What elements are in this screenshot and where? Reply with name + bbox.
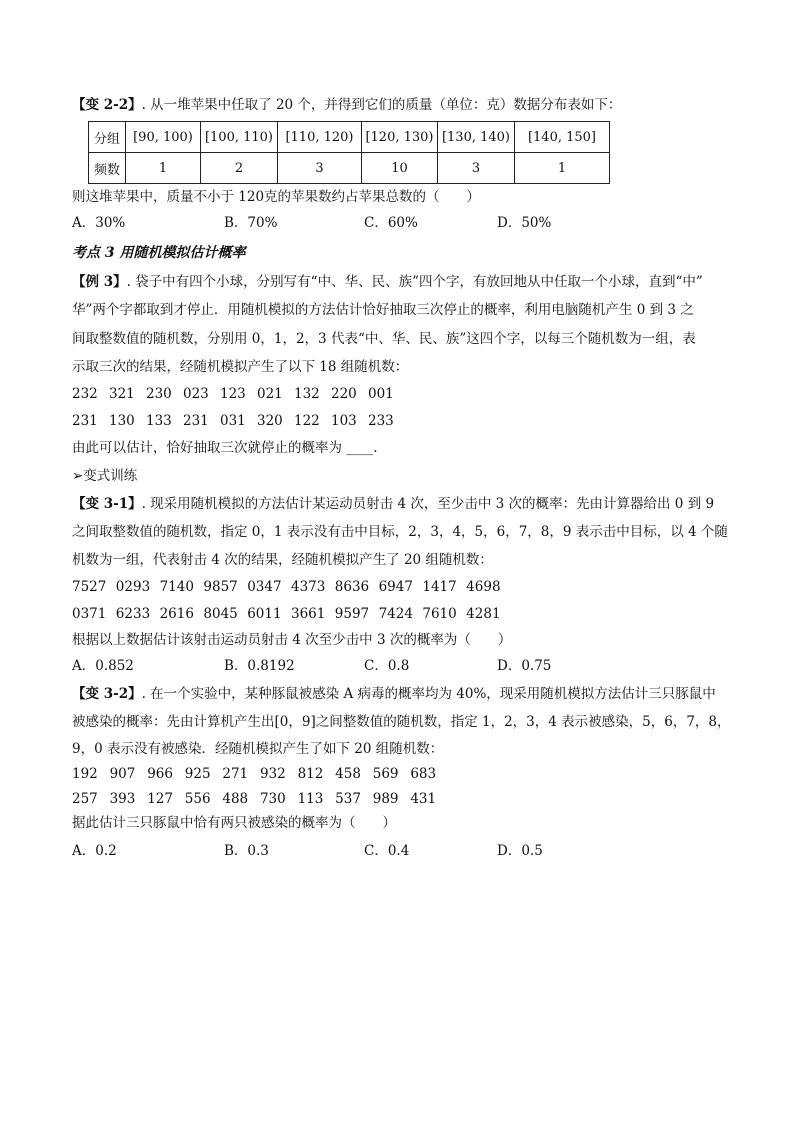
random-number: 023 [183,386,209,402]
table-row [89,153,610,184]
q31-numbers-row-1 [72,577,510,597]
random-number: 9597 [334,606,370,622]
training-heading: ➢变式训练 [72,468,138,484]
random-number: 123 [220,386,246,402]
random-number: 393 [109,791,136,807]
random-number: 932 [259,766,286,782]
random-number: 569 [372,766,399,782]
q32-label: 【变 3-2】 [72,686,142,702]
q31-line-1 [72,494,714,514]
q22-stem [72,95,621,115]
q32-line-3: 9，0 表示没有被感染．经随机模拟产生了如下 20 组随机数： [72,741,444,757]
random-number: 001 [368,386,394,402]
random-number: 0347 [247,579,282,595]
table-cell: 频数 [89,153,126,184]
option-c: C．60% [364,215,418,231]
ex3-label: 【例 3】 [72,274,127,290]
random-number: 556 [184,791,211,807]
random-number: 232 [72,386,98,402]
random-number: 133 [146,413,172,429]
ex3-line-3: 间取整数值的随机数，分别用 0，1，2，3 代表“中、华、民、族”这四个字，以每三个随机数为一组，表 [72,331,696,347]
random-number: 925 [184,766,211,782]
random-number: 122 [294,413,320,429]
random-number: 8045 [203,606,238,622]
q31-line-2: 之间取整数值的随机数，指定 0，1 表示没有击中目标，2，3，4，5，6，7，8，9 表示击中目标，以 4 个随 [72,524,728,540]
random-number: 4373 [290,579,326,595]
table-cell: [90, 100) [126,122,201,153]
q22-label: 【变 2-2】 [72,97,142,113]
q32-line-2: 被感染的概率：先由计算机产生出[0，9]之间整数值的随机数，指定 1，2，3，4 表示被感染，5，6，7，8， [72,714,731,730]
random-number: 4698 [466,579,501,595]
table-cell: [100, 110) [201,122,278,153]
random-number: 113 [297,791,324,807]
option-a: A．30% [72,215,126,231]
random-number: 989 [372,791,399,807]
random-number: 220 [331,386,357,402]
random-number: 2616 [159,606,194,622]
random-number: 257 [72,791,98,807]
option-a: A．0.852 [72,658,134,674]
random-number: 130 [109,413,135,429]
option-d: D．0.5 [497,843,543,859]
random-number: 907 [109,766,136,782]
random-number: 1417 [422,579,457,595]
random-number: 3661 [290,606,326,622]
random-number: 6011 [247,606,282,622]
ex3-answer: 由此可以估计，恰好抽取三次就停止的概率为 ____. [72,440,378,456]
random-number: 132 [294,386,320,402]
random-number: 683 [410,766,437,782]
ex3-line-2: 华”两个字都取到才停止．用随机模拟的方法估计恰好抽取三次停止的概率，利用电脑随机产生 0 到 3 之 [72,302,694,318]
random-number: 6233 [115,606,151,622]
q31-label: 【变 3-1】 [72,496,142,512]
q31-text: . 现采用随机模拟的方法估计某运动员射击 4 次，至少击中 3 次的概率：先由计算器给出 0 到 9 [141,496,715,512]
random-number: 730 [259,791,286,807]
random-number: 031 [220,413,246,429]
random-number: 431 [410,791,437,807]
option-b: B．70% [224,215,278,231]
q31-question: 根据以上数据估计该射击运动员射击 4 次至少击中 3 次的概率为（ ） [72,632,512,648]
random-number: 230 [146,386,172,402]
q32-line-1 [72,684,716,704]
table-cell: 1 [515,153,610,184]
random-number: 7424 [378,606,413,622]
random-number: 6947 [378,579,413,595]
option-d: D．0.75 [497,658,552,674]
random-number: 231 [183,413,209,429]
table-cell: [140, 150] [515,122,610,153]
random-number: 537 [335,791,361,807]
q32-question: 据此估计三只豚鼠中恰有两只被感染的概率为（ ） [72,815,396,831]
ex3-line-1 [72,272,703,292]
q22-question: 则这堆苹果中，质量不小于 120克的苹果数约占苹果总数的（ ） [72,189,481,205]
random-number: 812 [297,766,324,782]
random-number: 458 [335,766,361,782]
random-number: 0293 [115,579,151,595]
random-number: 7140 [159,579,194,595]
q22-text: . 从一堆苹果中任取了 20 个，并得到它们的质量（单位：克）数据分布表如下： [141,97,622,113]
random-number: 271 [222,766,249,782]
option-b: B．0.8192 [224,658,295,674]
random-number: 8636 [334,579,370,595]
table-cell: [120, 130) [362,122,438,153]
q31-line-3: 机数为一组，代表射击 4 次的结果，经随机模拟产生了 20 组随机数： [72,552,493,568]
ex3-numbers-row-1 [72,384,405,404]
section-heading: 考点 3 用随机模拟估计概率 [72,245,246,261]
table-cell: 2 [201,153,278,184]
q32-text: . 在一个实验中，某种豚鼠被感染 A 病毒的概率均为 40%，现采用随机模拟方法估计三只豚鼠中 [141,686,716,702]
random-number: 192 [72,766,98,782]
table-cell: 分组 [89,122,126,153]
option-d: D．50% [497,215,552,231]
table-cell: [110, 120) [278,122,362,153]
table-cell: 3 [278,153,362,184]
random-number: 231 [72,413,98,429]
random-number: 103 [331,413,357,429]
table-cell: 10 [362,153,438,184]
random-number: 233 [368,413,394,429]
random-number: 021 [257,386,283,402]
option-c: C．0.8 [364,658,410,674]
option-a: A．0.2 [72,843,117,859]
random-number: 7527 [72,579,107,595]
random-number: 320 [257,413,283,429]
ex3-line-4: 示取三次的结果，经随机模拟产生了以下 18 组随机数： [72,359,409,375]
q32-numbers-row-2 [72,789,448,809]
ex3-numbers-row-2 [72,411,405,431]
table-cell: [130, 140) [438,122,515,153]
random-number: 0371 [72,606,107,622]
q32-numbers-row-1 [72,764,448,784]
random-number: 7610 [422,606,457,622]
random-number: 966 [147,766,173,782]
option-b: B．0.3 [224,843,269,859]
random-number: 321 [109,386,135,402]
ex3-text: . 袋子中有四个小球，分别写有“中、华、民、族”四个字，有放回地从中任取一个小球，直到“中” [126,274,703,290]
random-number: 4281 [466,606,501,622]
table-cell: 3 [438,153,515,184]
frequency-table [88,121,610,184]
q31-numbers-row-2 [72,604,510,624]
random-number: 127 [147,791,173,807]
random-number: 488 [222,791,249,807]
random-number: 9857 [203,579,238,595]
table-row [89,122,610,153]
option-c: C．0.4 [364,843,410,859]
table-cell: 1 [126,153,201,184]
